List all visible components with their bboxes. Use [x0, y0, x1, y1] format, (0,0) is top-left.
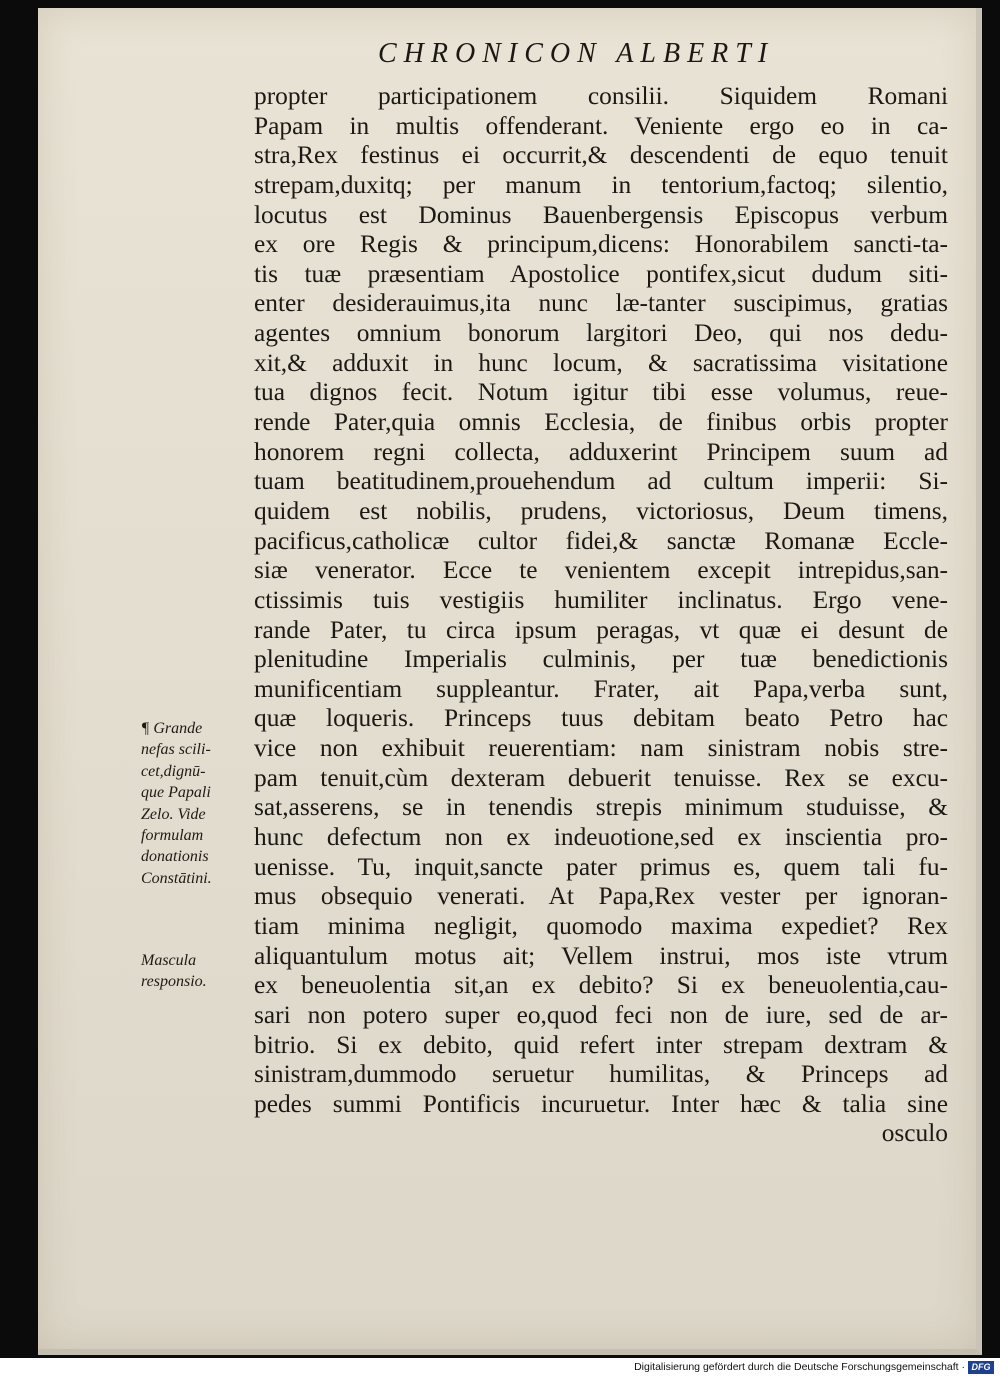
- text-line: aliquantulum motus ait; Vellem instrui, mos iste vtrum: [254, 941, 948, 970]
- running-head: CHRONICON ALBERTI: [378, 38, 775, 69]
- funding-credit: Digitalisierung gefördert durch die Deutsche Forschungsgemeinschaft ·: [634, 1361, 965, 1373]
- text-line: tuam beatitudinem,prouehendum ad cultum imperii: Si-: [254, 467, 948, 496]
- marginal-note-line: nefas scili-: [141, 741, 211, 759]
- text-line: honorem regni collecta, adduxerint Principem suum ad: [254, 437, 948, 466]
- marginal-note-line: responsio.: [141, 973, 207, 991]
- text-line: rende Pater,quia omnis Ecclesia, de finibus orbis propter: [254, 408, 948, 437]
- marginal-note-line: que Papali: [141, 784, 211, 802]
- text-line: ex beneuolentia sit,an ex debito? Si ex beneuolentia,cau-: [254, 971, 948, 1000]
- digitization-footer: [0, 1358, 1000, 1378]
- text-line: hunc defectum non ex indeuotione,sed ex inscientia pro-: [254, 823, 948, 852]
- text-line: pacificus,catholicæ cultor fidei,& sanctæ Romanæ Eccle-: [254, 526, 948, 555]
- text-line: locutus est Dominus Bauenbergensis Episcopus verbum: [254, 200, 948, 229]
- marginal-note-line: Zelo. Vide: [141, 805, 206, 823]
- text-line: rande Pater, tu circa ipsum peragas, vt quæ ei desunt de: [254, 615, 948, 644]
- text-line: sat,asserens, se in tenendis strepis minimum studuisse, &: [254, 793, 948, 822]
- text-line: munificentiam suppleantur. Frater, ait Papa,verba sunt,: [254, 674, 948, 703]
- text-line: tua dignos fecit. Notum igitur tibi esse volumus, reue-: [254, 378, 948, 407]
- main-text-block: [254, 82, 948, 1149]
- marginal-note-line: donationis: [141, 848, 209, 866]
- text-line: bitrio. Si ex debito, quid refert inter strepam dextram &: [254, 1030, 948, 1059]
- book-page: [38, 8, 982, 1355]
- text-line: sari non potero super eo,quod feci non de iure, sed de ar-: [254, 1000, 948, 1029]
- marginal-note-line: cet,dignū-: [141, 762, 206, 780]
- text-line: ex ore Regis & principum,dicens: Honorabilem sancti-ta-: [254, 230, 948, 259]
- text-line: mus obsequio venerati. At Papa,Rex vester per ignoran-: [254, 882, 948, 911]
- text-line: xit,& adduxit in hunc locum, & sacratissima visitatione: [254, 348, 948, 377]
- text-line: pedes summi Pontificis incuruetur. Inter hæc & talia sine: [254, 1089, 948, 1118]
- text-line: Papam in multis offenderant. Veniente ergo eo in ca-: [254, 111, 948, 140]
- dfg-logo: DFG: [968, 1361, 994, 1374]
- marginal-note-grande-nefas: [141, 718, 259, 889]
- text-line: quæ loqueris. Princeps tuus debitam beato Petro hac: [254, 704, 948, 733]
- marginal-note-line: ¶ Grande: [141, 720, 203, 737]
- marginal-note-line: formulam: [141, 827, 204, 845]
- text-line: tis tuæ præsentiam Apostolice pontifex,sicut dudum siti-: [254, 259, 948, 288]
- text-line: tiam minima negligit, quomodo maxima expediet? Rex: [254, 911, 948, 940]
- marginal-note-line: Mascula: [141, 952, 197, 969]
- text-line: sinistram,dummodo seruetur humilitas, & Princeps ad: [254, 1060, 948, 1089]
- text-line: uenisse. Tu, inquit,sancte pater primus es, quem tali fu-: [254, 852, 948, 881]
- text-line: propter participationem consilii. Siquidem Romani: [254, 82, 948, 110]
- text-line: quidem est nobilis, prudens, victoriosus, Deum timens,: [254, 496, 948, 525]
- text-line: pam tenuit,cùm dexteram debuerit tenuisse. Rex se excu-: [254, 763, 948, 792]
- text-line: vice non exhibuit reuerentiam: nam sinistram nobis stre-: [254, 734, 948, 763]
- marginal-note-mascula-responsio: [141, 950, 259, 993]
- text-line: stra,Rex festinus ei occurrit,& descendenti de equo tenuit: [254, 141, 948, 170]
- marginal-note-line: Constātini.: [141, 869, 212, 887]
- text-line: strepam,duxitq; per manum in tentorium,factoq; silentio,: [254, 170, 948, 199]
- text-line: agentes omnium bonorum largitori Deo, qui nos dedu-: [254, 319, 948, 348]
- text-line: ctissimis tuis vestigiis humiliter inclinatus. Ergo vene-: [254, 585, 948, 614]
- text-line: enter desiderauimus,ita nunc læ-tanter suscipimus, gratias: [254, 289, 948, 318]
- text-line: plenitudine Imperialis culminis, per tuæ benedictionis: [254, 645, 948, 674]
- catchword: osculo: [881, 1119, 948, 1148]
- text-line: siæ venerator. Ecce te venientem excepit intrepidus,san-: [254, 556, 948, 585]
